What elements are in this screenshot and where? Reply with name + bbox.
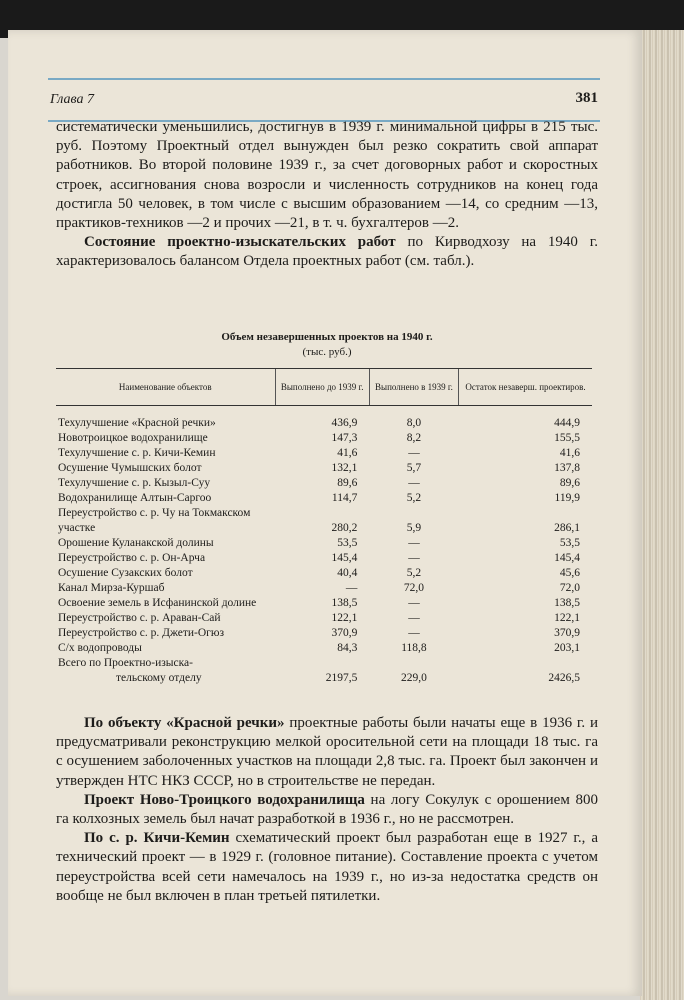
- cell-value: 370,9: [554, 627, 580, 639]
- cell-value: —: [408, 552, 420, 564]
- cell-object-name: Осушение Чумышских болот: [58, 462, 202, 474]
- cell-value: 203,1: [554, 642, 580, 654]
- table-row: [56, 596, 592, 611]
- table-row: [56, 506, 592, 536]
- table-unit: (тыс. руб.): [302, 346, 352, 358]
- chapter-label: Глава 7: [50, 92, 94, 107]
- cell-value: 41,6: [337, 447, 358, 459]
- cell-value: 436,9: [331, 417, 358, 429]
- paragraph: [56, 791, 598, 829]
- cell-object-name: Техулучшение «Красной речки»: [58, 417, 216, 429]
- cell-value: 8,2: [406, 432, 422, 444]
- table-row: [56, 476, 592, 491]
- table-row: [56, 581, 592, 596]
- page-number: 381: [575, 90, 598, 106]
- paragraph: [56, 829, 598, 906]
- cell-value: 8,0: [406, 417, 422, 429]
- table-row: [56, 431, 592, 446]
- cell-value: —: [408, 597, 420, 609]
- running-header: [48, 78, 600, 122]
- cell-value: 72,0: [403, 582, 424, 594]
- paragraph: систематически уменьшились, достигнув в 1939 г. минимальной цифры в 215 тыс. руб. Поэтому Проектный отдел вынужден был резко сократить свой аппарат работников. Во второй половине 1939 г., за счет договорных работ и скоростных строек, ассигнования снова возросли и численность сотрудников на конец года достигла 50 человек, в том числе с высшим образованием —14, со средним —13, практиков-техников —2 и прочих —21, в т. ч. бухгалтеров —2.: [56, 119, 598, 232]
- cell-object-name: Переустройство с. р. Он-Арча: [58, 552, 206, 564]
- table-row: [56, 446, 592, 461]
- paragraph-lead: Состояние проектно-изыскательских работ: [84, 234, 396, 251]
- cell-value: 280,2: [331, 522, 358, 534]
- cell-value: 40,4: [337, 567, 358, 579]
- column-header: Выполнено в 1939 г.: [369, 369, 458, 406]
- cell-object-name: Освоение земель в Исфанинской долине: [58, 597, 257, 609]
- cell-value: 286,1: [554, 522, 580, 534]
- cell-value: —: [408, 612, 420, 624]
- cell-value: —: [408, 477, 420, 489]
- table-row: [56, 536, 592, 551]
- table-caption: [56, 330, 598, 360]
- cell-value: 155,5: [554, 432, 580, 444]
- cell-value: 444,9: [554, 417, 580, 429]
- cell-value: 89,6: [337, 477, 358, 489]
- cell-value: 370,9: [331, 627, 358, 639]
- cell-object-name: Новотроицкое водохранилище: [58, 432, 208, 444]
- table-row: [56, 611, 592, 626]
- cell-value: 122,1: [331, 612, 358, 624]
- cell-value: 2197,5: [325, 672, 358, 684]
- table-row: [56, 461, 592, 476]
- cell-value: 5,9: [406, 522, 422, 534]
- table-header-row: [56, 369, 592, 406]
- cell-value: 145,4: [554, 552, 580, 564]
- book-page-edges: [640, 30, 684, 1000]
- paragraph-text: проектные работы были начаты еще в 1936 г. и предусматривали реконструкцию мелкой оросительной сети на площади 18 тыс. га с осушением заболоченных участков на площади 2,8 тыс. га. Проект был закончен и утвержден НТС НКЗ СССР, но в строительстве не передан.: [56, 715, 598, 789]
- cell-object-name: Осушение Сузакских болот: [58, 567, 193, 579]
- cell-value: 41,6: [559, 447, 580, 459]
- cell-value: 122,1: [554, 612, 580, 624]
- table-row: [56, 551, 592, 566]
- table-title: Объем незавершенных проектов на 1940 г.: [221, 331, 433, 343]
- text-block-bottom: [56, 714, 598, 906]
- column-header: Наименование объектов: [56, 369, 275, 406]
- cell-value: 53,5: [559, 537, 580, 549]
- table-row: [56, 406, 592, 432]
- cell-value: 84,3: [337, 642, 358, 654]
- text-block-top: [56, 118, 598, 272]
- paragraph-text: по Кирводхозу на 1940 г. характеризовалось балансом Отдела проектных работ (см. табл.).: [56, 234, 598, 270]
- cell-object-name: Переустройство с. р. Чу на Токмакском участке: [58, 507, 251, 534]
- cell-object-name: Водохранилище Алтын-Саргоо: [58, 492, 212, 504]
- cell-value: 145,4: [331, 552, 358, 564]
- cell-value: 5,2: [406, 567, 422, 579]
- cell-value: 138,5: [331, 597, 358, 609]
- cell-value: 119,9: [554, 492, 580, 504]
- cell-value: 137,8: [554, 462, 580, 474]
- cell-value: 5,2: [406, 492, 422, 504]
- cell-value: 5,7: [406, 462, 422, 474]
- paragraph: [56, 714, 598, 791]
- cell-value: 138,5: [554, 597, 580, 609]
- cell-object-name: Переустройство с. р. Джети-Огюз: [58, 627, 225, 639]
- cell-value: 132,1: [331, 462, 358, 474]
- column-header: Остаток незаверш. проектиров.: [459, 369, 592, 406]
- cell-value: 114,7: [331, 492, 358, 504]
- cell-value: 53,5: [337, 537, 358, 549]
- cell-value: 89,6: [559, 477, 580, 489]
- total-label-line: тельскому отделу: [116, 672, 202, 684]
- paragraph-text: на логу Сокулук с орошением 800 га колхозных земель был начат разработкой в 1936 г., но не рассмотрен.: [56, 791, 598, 828]
- cell-object-name: Канал Мирза-Куршаб: [58, 582, 165, 594]
- column-header: Выполнено до 1939 г.: [275, 369, 369, 406]
- cell-value: —: [345, 582, 358, 594]
- table-row: [56, 641, 592, 656]
- table-row: [56, 566, 592, 581]
- cell-value: 147,3: [331, 432, 358, 444]
- cell-object-name: С/х водопроводы: [58, 642, 142, 654]
- cell-value: 229,0: [401, 672, 427, 684]
- table-row: [56, 626, 592, 641]
- cell-value: —: [408, 537, 420, 549]
- projects-table: [56, 368, 592, 686]
- cell-value: 72,0: [559, 582, 580, 594]
- cell-value: —: [408, 627, 420, 639]
- paragraph-lead: По объекту «Красной речки»: [84, 715, 285, 731]
- cell-value: —: [408, 447, 420, 459]
- total-label-line: Всего по Проектно-изыска-: [58, 657, 193, 669]
- paragraph: [56, 233, 598, 271]
- cell-total-label: [56, 656, 275, 686]
- paragraph-text: схематический проект был разработан еще в 1927 г., а технический проект — в 1929 г. (головное питание). Составление проекта с учетом переустройства всей сети намечалось на 1939 г., но из-за недостатка средств он вообще не был включен в план третьей пятилетки.: [56, 830, 598, 904]
- paragraph-lead: Проект Ново-Троицкого водохранилища: [84, 791, 365, 808]
- table-total-row: [56, 656, 592, 686]
- cell-value: 45,6: [559, 567, 580, 579]
- cell-value: 2426,5: [548, 672, 580, 684]
- cell-object-name: Орошение Куланакской долины: [58, 537, 214, 549]
- cell-object-name: Техулучшение с. р. Кичи-Кемин: [58, 447, 216, 459]
- cell-object-name: Переустройство с. р. Араван-Сай: [58, 612, 221, 624]
- table-row: [56, 491, 592, 506]
- cell-value: 118,8: [401, 642, 427, 654]
- paragraph-lead: По с. р. Кичи-Кемин: [84, 830, 230, 847]
- cell-object-name: Техулучшение с. р. Кызыл-Суу: [58, 477, 211, 489]
